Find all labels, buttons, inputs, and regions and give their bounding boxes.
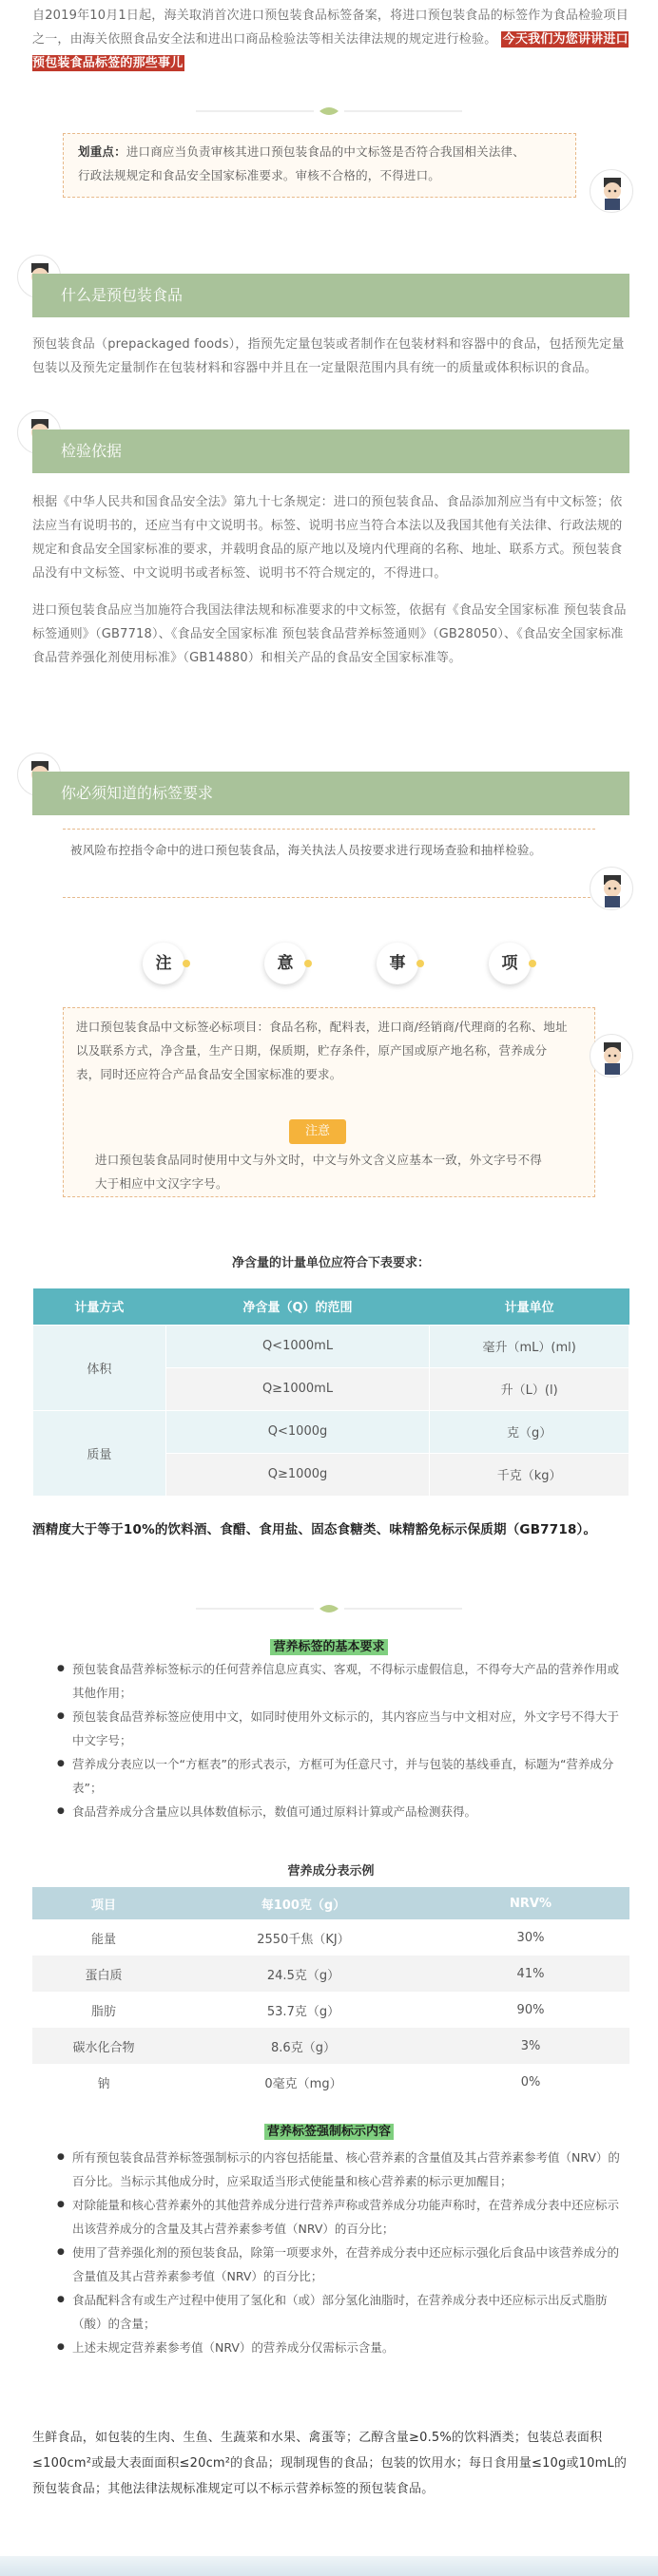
notice-chip: 意 <box>264 943 306 984</box>
table-header: 计量方式 <box>33 1288 166 1325</box>
notice-chip: 项 <box>489 943 531 984</box>
table-header: NRV% <box>432 1887 629 1919</box>
section-heading-what: 什么是预包装食品 <box>32 274 629 317</box>
inspection-note: 被风险布控指令命中的进口预包装食品，海关执法人员按要求进行现场查验和抽样检验。 <box>70 843 542 857</box>
shelf-life-note: 酒精度大于等于10%的饮料酒、食醋、食用盐、固态食糖类、味精豁免标示保质期（GB7718）。 <box>32 1522 597 1537</box>
table-cell: 钠 <box>97 2076 110 2091</box>
notice-chip: 事 <box>377 943 418 984</box>
mascot-avatar <box>590 867 633 910</box>
intro-paragraph: 自2019年10月1日起，海关取消首次进口预包装食品标签备案，将进口预包装食品的标签作为食品检验项目之一，由海关依照食品安全法和进出口商品检验法等相关法律法规的规定进行检验。 今天我们为您讲讲进口预包装食品标签的那些事儿 <box>32 9 629 70</box>
table-cell: 克（g） <box>430 1410 629 1453</box>
section-body-basis-1: 根据《中华人民共和国食品安全法》第九十七条规定：进口的预包装食品、食品添加剂应当有中文标签；依法应当有说明书的，还应当有中文说明书。标签、说明书应当符合本法以及我国其他有关法律、行政法规的规定和食品安全国家标准的要求，并载明食品的原产地以及境内代理商的名称、地址、联系方式。预包装食品没有中文标签、中文说明书或者标签、说明书不符合规定的，不得进口。 <box>32 495 623 581</box>
table-cell: 41% <box>516 1966 545 1981</box>
table-cell: 0毫克（mg） <box>264 2076 342 2091</box>
section-body-what: 预包装食品（prepackaged foods），指预先定量包装或者制作在包装材料和容器中的食品，包括预先定量包装以及预先定量制作在包装材料和容器中并且在一定量限范围内具有统一的质量或体积标识的食品。 <box>32 337 625 375</box>
list-item: ● 预包装食品营养标签标示的任何营养信息应真实、客观，不得标示虚假信息，不得夸大产品的营养作用或其他作用； <box>59 1657 620 1705</box>
section-body-basis-2: 进口预包装食品应当加施符合我国法律法规和标准要求的中文标签，依据有《食品安全国家标准 预包装食品标签通则》（GB7718）、《食品安全国家标准 预包装食品营养标签通则》（GB28050）、《食品安全国家标准 食品营养强化剂使用标准》（GB14880）和相关产品的食品安全国家标准等。 <box>32 603 627 665</box>
notice-badge: 注意 <box>289 1119 346 1144</box>
table-header: 每100克（g） <box>175 1887 432 1919</box>
list-item: ● 预包装食品营养标签应使用中文，如同时使用外文标示的，其内容应当与中文相对应，外文字号不得大于中文字号； <box>59 1705 620 1752</box>
nutrition-table <box>32 1887 629 2100</box>
key-point-text: 划重点：进口商应当负责审核其进口预包装食品的中文标签是否符合我国相关法律、行政法规规定和食品安全国家标准要求。审核不合格的，不得进口。 <box>78 144 525 182</box>
table-cell: 能量 <box>90 1932 116 1947</box>
requirements-text: 进口预包装食品中文标签必标项目：食品名称，配料表，进口商/经销商/代理商的名称、地址以及联系方式，净含量，生产日期，保质期，贮存条件，原产国或原产地名称，营养成分表，同时还应符合产品食品安全国家标准的要求。 <box>76 1020 568 1081</box>
exemption-note: 生鲜食品，如包装的生肉、生鱼、生蔬菜和水果、禽蛋等；乙醇含量≥0.5%的饮料酒类；包装总表面积≤100cm²或最大表面面积≤20cm²的食品；现制现售的食品；包装的饮用水；每日食用量≤10g或10mL的预包装食品；其他法律法规标准规定可以不标示营养标签的预包装食品。 <box>32 2431 628 2496</box>
table-cell: 体积 <box>33 1325 166 1410</box>
table-cell: 90% <box>516 2002 545 2017</box>
section-heading-basis: 检验依据 <box>32 429 629 473</box>
quantity-table-title: 净含量的计量单位应符合下表要求： <box>231 1256 430 1270</box>
mascot-avatar <box>590 1034 633 1078</box>
ornament-divider <box>196 1602 462 1615</box>
table-cell: 蛋白质 <box>85 1968 123 1983</box>
list-item: ● 营养成分表应以一个“方框表”的形式表示，方框可为任意尺寸，并与包装的基线垂直，标题为“营养成分表”； <box>59 1752 620 1800</box>
table-cell: 脂肪 <box>90 2004 116 2019</box>
intro-highlight: 今天我们为您讲讲进口预包装食品标签的那些事儿 <box>32 32 629 70</box>
table-cell: 碳水化合物 <box>72 2040 135 2055</box>
table-cell: 质量 <box>33 1410 166 1496</box>
table-cell: 30% <box>516 1930 545 1945</box>
table-cell: 3% <box>520 2038 541 2053</box>
list-item: ● 食品配料含有或生产过程中使用了氢化和（或）部分氢化油脂时，在营养成分表中还应标示出反式脂肪（酸）的含量； <box>59 2288 620 2336</box>
table-cell: 毫升（mL）(ml) <box>430 1325 629 1367</box>
table-header: 净含量（Q）的范围 <box>165 1288 430 1325</box>
mascot-avatar <box>590 169 633 213</box>
table-cell: 升（L）(l) <box>430 1367 629 1410</box>
table-cell: 千克（kg） <box>430 1453 629 1496</box>
table-cell: Q<1000g <box>165 1410 430 1453</box>
mandatory-bullets <box>59 2146 620 2359</box>
ornament-divider <box>196 105 462 118</box>
table-cell: Q≥1000mL <box>165 1367 430 1410</box>
list-item: ● 食品营养成分含量应以具体数值标示，数值可通过原料计算或产品检测获得。 <box>59 1800 620 1823</box>
list-item: ● 对除能量和核心营养素外的其他营养成分进行营养声称或营养成分功能声称时，在营养成分表中还应标示出该营养成分的含量及其占营养素参考值（NRV）的百分比； <box>59 2193 620 2241</box>
quantity-table <box>32 1288 629 1497</box>
table-cell: Q<1000mL <box>165 1325 430 1367</box>
table-cell: 24.5克（g） <box>266 1968 340 1983</box>
bottom-banner-strip <box>0 2556 658 2576</box>
language-note: 进口预包装食品同时使用中文与外文时，中文与外文含义应基本一致，外文字号不得大于相应中文汉字字号。 <box>95 1153 542 1191</box>
nutrition-table-title: 营养成分表示例 <box>287 1864 375 1879</box>
table-cell: 0% <box>520 2074 541 2089</box>
nutrition-bullets <box>59 1657 620 1823</box>
nutrition-title: 营养标签的基本要求 <box>270 1639 387 1655</box>
table-header: 项目 <box>32 1887 175 1919</box>
table-cell: 2550千焦（KJ） <box>257 1932 350 1947</box>
table-cell: Q≥1000g <box>165 1453 430 1496</box>
nutrition-title-wrap <box>0 1636 658 1654</box>
table-cell: 53.7克（g） <box>266 2004 340 2019</box>
table-header: 计量单位 <box>430 1288 629 1325</box>
mandatory-title-wrap <box>0 2121 658 2139</box>
list-item: ● 所有预包装食品营养标签强制标示的内容包括能量、核心营养素的含量值及其占营养素参考值（NRV）的百分比。当标示其他成分时，应采取适当形式使能量和核心营养素的标示更加醒目； <box>59 2146 620 2193</box>
mandatory-title: 营养标签强制标示内容 <box>264 2124 394 2140</box>
table-cell: 8.6克（g） <box>271 2040 336 2055</box>
list-item: ● 上述未规定营养素参考值（NRV）的营养成分仅需标示含量。 <box>59 2336 620 2359</box>
notice-chip: 注 <box>143 943 184 984</box>
section-heading-need: 你必须知道的标签要求 <box>32 772 629 815</box>
list-item: ● 使用了营养强化剂的预包装食品，除第一项要求外，在营养成分表中还应标示强化后食品中该营养成分的含量值及其占营养素参考值（NRV）的百分比； <box>59 2241 620 2288</box>
dashed-divider <box>63 829 595 830</box>
dashed-divider <box>63 897 595 898</box>
